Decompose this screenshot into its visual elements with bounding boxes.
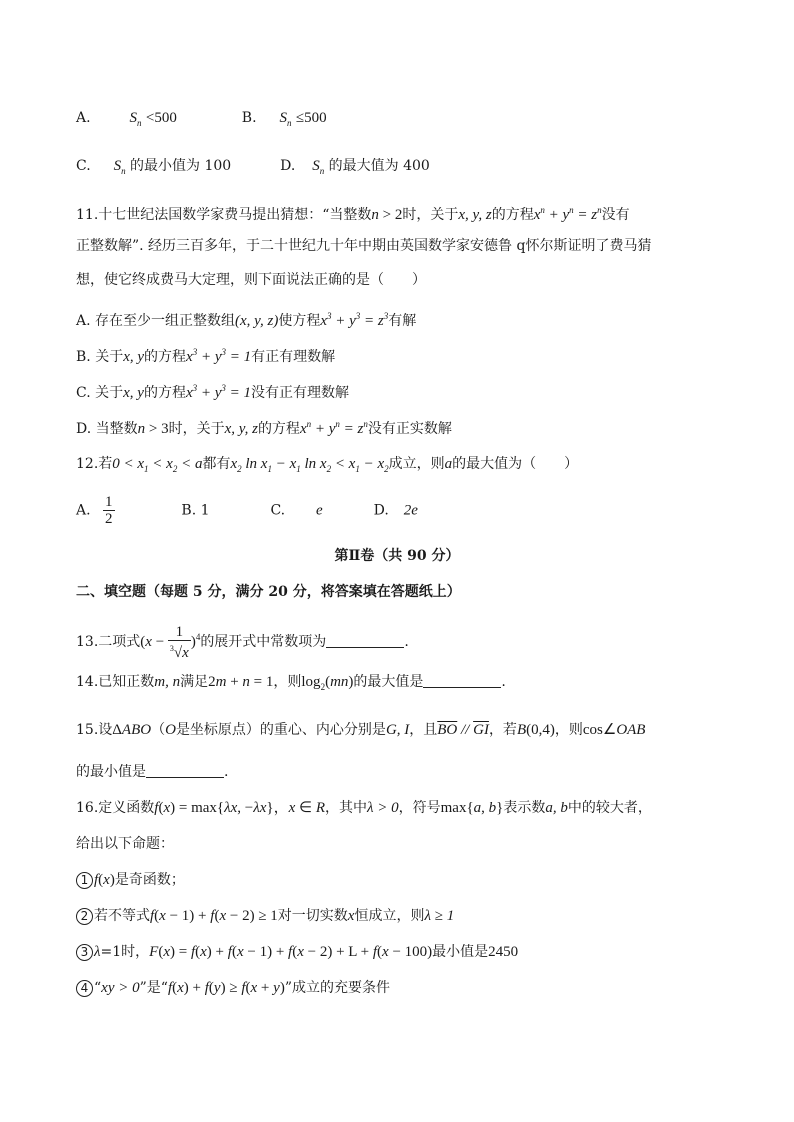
q11-option-c-math1: x, y [123, 385, 144, 401]
q14-text-3: ，则 [273, 674, 302, 690]
q15-text-4: ，且 [409, 722, 438, 738]
q14-end: . [501, 674, 506, 690]
q11-option-d-text2: 时，关于 [168, 421, 225, 437]
q11-text-1: 十七世纪法国数学家费马提出猜想：“当整数 [98, 207, 372, 223]
q12-math-a: a [444, 456, 453, 472]
q16-prop-3-text2: 最小值是 [432, 944, 489, 960]
q15-math-cos: cos∠OAB [582, 722, 646, 738]
q16-math-def: f(x) = max{λx, −λx}，x ∈ R [154, 800, 325, 816]
q14-line [76, 672, 506, 697]
q15-text-2: （ [151, 722, 166, 738]
circle-number-3: 3 [76, 944, 93, 961]
q15-text-3: 是坐标原点）的重心、内心分别是 [175, 722, 386, 738]
q15-text-1: 设 [98, 722, 113, 738]
q16-prop-4-text2: ”是“ [139, 980, 168, 996]
q12-option-c-value: e [316, 502, 323, 519]
q13-line [76, 620, 409, 662]
q12-text-3: 成立，则 [388, 456, 445, 472]
q12-number: 12. [76, 456, 99, 472]
q10-option-row-ab [76, 108, 327, 133]
q11-option-c [76, 378, 349, 403]
q14-text-4: 的最大值是 [353, 674, 424, 690]
q12-text-4: 的最大值为（ ） [452, 456, 579, 472]
q14-math-log: $\log_2(mn)$ [301, 674, 354, 692]
q15-line2 [76, 762, 228, 782]
q10-option-a-text: <500 [145, 110, 177, 126]
q11-line3 [76, 270, 426, 290]
q16-number: 16. [76, 800, 99, 816]
q11-option-d-text: D. 当整数 [76, 421, 138, 437]
q12-line1 [76, 454, 578, 479]
q11-option-c-text2: 的方程 [143, 385, 186, 401]
q16-text-4: 表示数 [503, 800, 546, 816]
q11-text-3: 的方程 [491, 207, 534, 223]
q11-option-a-text2: 使方程 [278, 313, 321, 329]
q16-prop-3-math: F(x) = f(x) + f(x − 1) + f(x − 2) + L + f(x − 100) [149, 944, 433, 960]
q11-option-d-math3: $x^n + y^n = z^n$ [299, 419, 368, 437]
q11-math-fermat: $x^n + y^n = z^n$ [533, 205, 602, 223]
q11-number: 11. [76, 207, 99, 223]
q16-prop-3-lambda: λ [94, 944, 101, 960]
q10-option-a-label: A. [76, 110, 91, 126]
q12-math-log: $x_2$ $\ln x_1 - x_1$ $\ln x_2 < x_1 - x_2$ [230, 456, 389, 474]
q14-math-mn: m, n [154, 674, 181, 690]
q11-option-a [76, 306, 416, 331]
q16-prop-1-text: 是奇函数； [114, 872, 185, 888]
q11-option-d: D. 当整数n > 3时，关于x, y, z的方程$x^n + y^n = z^n$没有正实数解 [76, 419, 452, 437]
q16-prop-4-math1: xy > 0 [101, 980, 140, 996]
q11-line2 [76, 236, 651, 256]
q11-option-d-math1: n [137, 421, 146, 437]
q15-answer-blank[interactable] [146, 763, 224, 778]
q16-math-max: max{a, b} [440, 800, 504, 816]
q11-option-c-text: C. 关于 [76, 385, 124, 401]
q14-answer-blank[interactable] [423, 673, 501, 688]
q10-var-s-b: $S_n$ [279, 110, 292, 128]
q14-math-eq: 2m + n = 1 [208, 674, 274, 690]
circle-number-2: 2 [76, 908, 93, 925]
q11-text-2: 时，关于 [402, 207, 459, 223]
q16-text-1: 定义函数 [98, 800, 155, 816]
q12-text-2: 都有 [202, 456, 231, 472]
q16-math-lambda: λ > 0 [367, 800, 399, 816]
q11-text-6: 想，使它终成费马大定理，则下面说法正确的是（ ） [76, 272, 426, 288]
q13-text-2: 的展开式中常数项为 [200, 634, 327, 650]
q11-option-a-math2: $x^3 + y^3 = z^3$ [320, 311, 389, 329]
q10-var-s-d: $S_n$ [312, 158, 325, 176]
q16-prop-4-math2: f(x) + f(y) ≥ f(x + y) [167, 980, 285, 996]
q11-option-b-math1: x, y [123, 349, 145, 365]
q16-prop-2 [76, 906, 454, 926]
q15-number: 15. [76, 722, 99, 738]
q11-option-a-text: A. 存在至少一组正整数组 [76, 313, 236, 329]
q10-var-s-c: $S_n$ [113, 158, 126, 176]
q10-option-row-cd [76, 156, 430, 181]
q13-text-1: 二项式 [98, 634, 141, 650]
q12-options [76, 494, 418, 527]
section-title: 第Ⅱ卷（共 90 分） [334, 548, 460, 564]
q13-math-binomial: (x − $\frac{1}{^3√x}$ )$^4$ [140, 624, 201, 662]
q16-prop-2-math1: f(x − 1) + f(x − 2) ≥ 1 [150, 908, 278, 924]
q13-end: . [404, 634, 409, 650]
q11-option-b-text: B. 关于 [76, 349, 124, 365]
q11-line1: 11.十七世纪法国数学家费马提出猜想：“当整数n > 2时，关于x, y, z的方程$x^n + y^n = z^n$没有 [76, 205, 630, 223]
q13-answer-blank[interactable] [326, 633, 404, 648]
q15-end: . [224, 764, 229, 780]
q12-option-d-label: D. [373, 502, 389, 519]
q14-number: 14. [76, 674, 99, 690]
q16-prop-4 [76, 978, 390, 998]
q15-math-o: O [165, 722, 176, 738]
q11-text-5: 正整数解”. 经历三百多年，于二十世纪九十年中期由英国数学家安德鲁 q怀尔斯证明了费马猜 [76, 238, 652, 254]
q16-prop-4-text3: ”成立的充要条件 [284, 980, 390, 996]
q10-option-d-label: D. [280, 158, 296, 174]
q11-option-b [76, 342, 335, 367]
q16-prop-3-text1: =1时， [100, 944, 150, 960]
q11-option-a-text3: 有解 [388, 313, 417, 329]
q16-prop-2-math2: x [347, 908, 355, 924]
circle-number-4: 4 [76, 980, 93, 997]
q12-math-ineq: $0 < x_1 < x_2 < a$ [112, 456, 203, 474]
q11-math-n2: n [371, 207, 379, 223]
q11-option-a-math1: (x, y, z) [235, 313, 279, 329]
q10-option-c-text: 的最小值为 100 [130, 158, 232, 174]
q11-math-xyz: x, y, z [458, 207, 492, 223]
q11-option-b-text3: 有正有理数解 [251, 349, 336, 365]
q10-option-b-text: ≤500 [295, 110, 327, 126]
q15-math-parallel: $\overline{BO} // \overline{GI}$ [437, 722, 489, 738]
q15-line1 [76, 720, 645, 740]
q15-math-point: B(0,4) [516, 722, 555, 738]
q11-option-d-text3: 的方程 [257, 421, 300, 437]
q11-option-d-text4: 没有正实数解 [367, 421, 452, 437]
q16-prop-2-text1: 若不等式 [94, 908, 150, 924]
q12-option-c-label: C. [270, 502, 286, 519]
q15-math-gi: G, I [385, 722, 410, 738]
q11-option-b-text2: 的方程 [144, 349, 187, 365]
q14-text-1: 已知正数 [98, 674, 155, 690]
q10-option-d-text: 的最大值为 400 [328, 158, 430, 174]
q11-option-c-text3: 没有正有理数解 [251, 385, 350, 401]
q12-option-b: B. 1 [181, 502, 210, 519]
circle-number-1: 1 [76, 872, 93, 889]
q16-prop-4-text1: “ [94, 980, 102, 996]
q16-text-5: 中的较大者， [567, 800, 652, 816]
q16-prop-3 [76, 942, 518, 962]
q11-option-c-math2: $x^3 + y^3 = 1$ [185, 383, 252, 401]
q13-number: 13. [76, 634, 99, 650]
q12-option-d-value: 2e [403, 502, 418, 519]
q14-text-2: 满足 [180, 674, 209, 690]
q12-option-a-frac: $\frac{1}{2}$ [105, 494, 113, 527]
q15-math-triangle: ΔABO [112, 722, 152, 738]
q16-math-ab: a, b [545, 800, 568, 816]
q12-text-1: 若 [98, 456, 113, 472]
q15-text-5: ，若 [488, 722, 517, 738]
q16-line1 [76, 798, 652, 818]
q16-text-3: ，符号 [398, 800, 441, 816]
q15-text-7: 的最小值是 [76, 764, 146, 780]
q12-option-a-label: A. [76, 502, 91, 519]
q16-prop-1-math: f(x) [94, 872, 115, 888]
q16-line2 [76, 834, 174, 854]
q10-option-b-label: B. [241, 110, 257, 126]
q16-prop-2-text2: 对一切实数 [277, 908, 348, 924]
section-heading: 二、填空题（每题 5 分，满分 20 分，将答案填在答题纸上） [76, 584, 461, 600]
q10-option-c-label: C. [76, 158, 91, 174]
q16-prop-2-text3: 恒成立，则 [354, 908, 425, 924]
q16-text-2: ，其中 [325, 800, 367, 816]
q10-var-s: $S_n$ [129, 110, 142, 128]
q16-prop-3-value: 2450 [488, 944, 519, 960]
q11-text-4: 没有 [601, 207, 630, 223]
q11-option-b-math2: $x^3 + y^3 = 1$ [186, 347, 252, 365]
q16-prop-1 [76, 870, 185, 890]
q16-prop-2-math3: λ ≥ 1 [424, 908, 455, 924]
q15-text-6: ，则 [554, 722, 583, 738]
q11-option-d-math2: x, y, z [224, 421, 258, 437]
q16-text-6: 给出以下命题： [76, 836, 174, 852]
